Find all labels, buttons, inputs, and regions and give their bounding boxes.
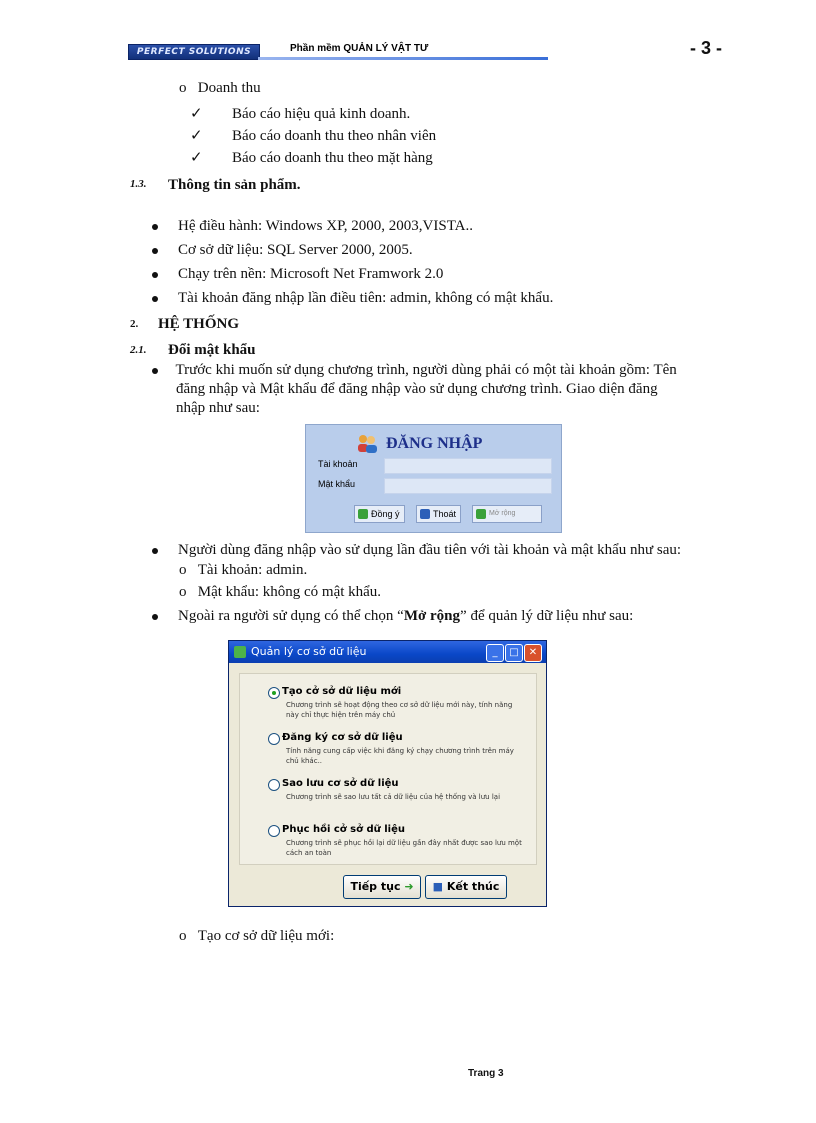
next-button[interactable]: Tiếp tục ➜ xyxy=(343,875,421,899)
doanhthu-heading: o Doanh thu xyxy=(179,80,261,96)
list-item: Ngoài ra người sử dụng có thể chọn “Mở rộng” để quản lý dữ liệu như sau: xyxy=(152,608,633,625)
bullet-icon xyxy=(152,248,158,254)
login-screenshot xyxy=(305,424,562,533)
maximize-icon[interactable]: □ xyxy=(505,644,523,662)
section-title: Đổi mật khẩu xyxy=(168,342,256,358)
doanhthu-item: ✓ Báo cáo doanh thu theo mặt hàng xyxy=(190,150,433,166)
checkmark-icon: ✓ xyxy=(190,106,203,122)
exit-icon: ■ xyxy=(432,880,444,893)
check-icon xyxy=(358,509,368,519)
app-icon xyxy=(234,646,246,658)
password-label: Mật khẩu xyxy=(318,479,356,489)
company-logo: PERFECT SOLUTIONS xyxy=(128,44,260,60)
section-title: HỆ THỐNG xyxy=(158,316,239,332)
exit-button[interactable]: Thoát xyxy=(416,505,461,523)
sub-item: o Tài khoản: admin. xyxy=(179,562,308,578)
radio-icon[interactable] xyxy=(268,733,280,745)
ok-button[interactable]: Đồng ý xyxy=(354,505,405,523)
account-input[interactable] xyxy=(384,458,552,474)
bullet-icon xyxy=(152,368,158,374)
exit-icon xyxy=(420,509,430,519)
arrow-right-icon: ➜ xyxy=(404,880,414,893)
expand-button[interactable]: Mở rộng xyxy=(472,505,542,523)
header-page-number: - 3 - xyxy=(690,38,723,58)
doanhthu-item: ✓ Báo cáo doanh thu theo nhân viên xyxy=(190,128,437,144)
list-item: Hệ điều hành: Windows XP, 2000, 2003,VISTA.. xyxy=(152,218,473,235)
section-title: Thông tin sản phẩm. xyxy=(168,177,301,193)
list-item: Người dùng đăng nhập vào sử dụng lần đầu tiên với tài khoản và mật khẩu như sau: xyxy=(152,542,681,559)
close-icon[interactable]: ✕ xyxy=(524,644,542,662)
arrow-down-icon xyxy=(476,509,486,519)
finish-button[interactable]: ■ Kết thúc xyxy=(425,875,507,899)
database-dialog-screenshot xyxy=(228,640,547,907)
checkmark-icon: ✓ xyxy=(190,128,203,144)
minimize-icon[interactable]: _ xyxy=(486,644,504,662)
paragraph-line: đăng nhập và Mật khẩu để đăng nhập vào sử dụng chương trình. Giao diện đăng xyxy=(176,381,658,397)
section-number: 2. xyxy=(130,318,139,330)
password-input[interactable] xyxy=(384,478,552,494)
bullet-icon xyxy=(152,224,158,230)
bullet-icon xyxy=(152,614,158,620)
titlebar xyxy=(229,641,546,663)
header-rule xyxy=(258,57,548,60)
list-item: Cơ sở dữ liệu: SQL Server 2000, 2005. xyxy=(152,242,413,259)
list-item: Chạy trên nền: Microsoft Net Framwork 2.0 xyxy=(152,266,443,283)
section-number: 1.3. xyxy=(130,178,147,190)
sub-item: o Mật khẩu: không có mật khẩu. xyxy=(179,584,382,600)
dialog-title: Quản lý cơ sở dữ liệu xyxy=(251,645,367,658)
section-number: 2.1. xyxy=(130,344,147,356)
radio-icon[interactable] xyxy=(268,779,280,791)
login-title: ĐĂNG NHẬP xyxy=(386,435,483,452)
paragraph-line: nhập như sau: xyxy=(176,400,260,416)
page-footer: Trang 3 xyxy=(468,1068,504,1079)
bullet-icon xyxy=(152,272,158,278)
options-panel: Tạo cở sở dữ liệu mới Chương trình sẽ hoạt động theo cơ sở dữ liệu mới này, tính năng này chỉ thực hiện trên máy chủ Đăng ký cơ sở dữ liệu Tính năng cung cấp việc khi đăng ký chạy chương trình trên máy chủ khác.. Sao lưu cơ sở dữ liệu Chương trình sẽ sao lưu tất cả dữ liệu của hệ thống và lưu lại Phục hồi cở sở dữ liệu Chương trình sẽ phục hồi lại dữ liệu gần đây nhất được sao lưu một cách an toàn xyxy=(239,673,537,865)
header-title: Phần mềm QUẢN LÝ VẬT TƯ xyxy=(290,43,429,54)
bullet-icon xyxy=(152,548,158,554)
sub-item: o Tạo cơ sở dữ liệu mới: xyxy=(179,928,335,944)
account-label: Tài khoản xyxy=(318,459,358,469)
checkmark-icon: ✓ xyxy=(190,150,203,166)
list-item: Tài khoản đăng nhập lần điều tiên: admin, không có mật khẩu. xyxy=(152,290,553,307)
radio-icon[interactable] xyxy=(268,825,280,837)
doanhthu-item: ✓ Báo cáo hiệu quả kinh doanh. xyxy=(190,106,411,122)
users-icon xyxy=(356,433,378,453)
bullet-icon xyxy=(152,296,158,302)
paragraph-line: Trước khi muốn sử dụng chương trình, người dùng phải có một tài khoản gồm: Tên xyxy=(152,362,677,379)
radio-selected-icon[interactable] xyxy=(268,687,280,699)
